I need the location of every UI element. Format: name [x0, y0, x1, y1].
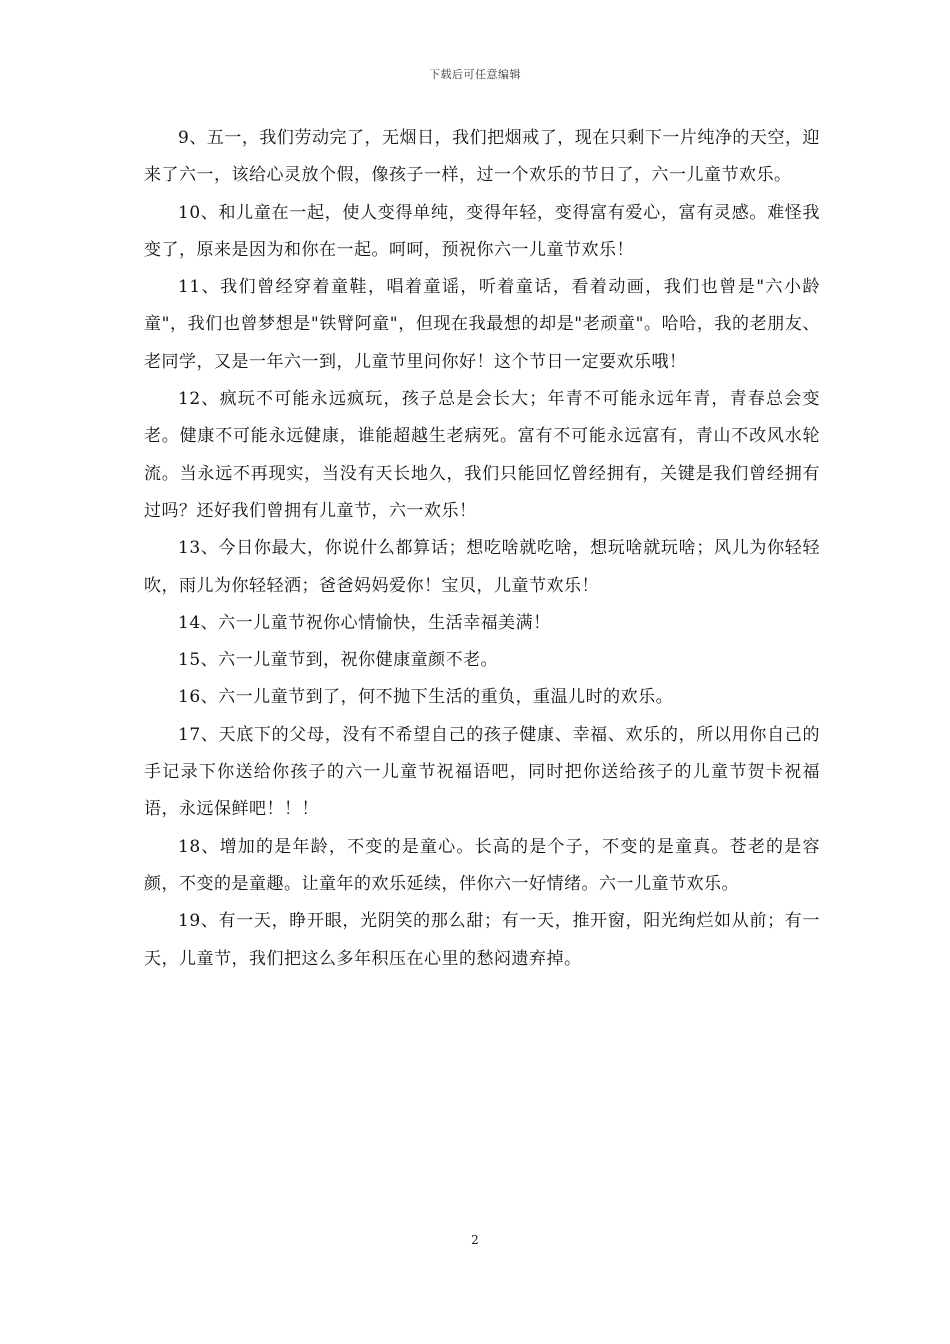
document-body — [144, 120, 820, 978]
paragraph-10: 10、和儿童在一起，使人变得单纯，变得年轻，变得富有爱心，富有灵感。难怪我变了，原来是因为和你在一起。呵呵，预祝你六一儿童节欢乐！ — [144, 202, 820, 260]
paragraph-9: 9、五一，我们劳动完了，无烟日，我们把烟戒了，现在只剩下一片纯净的天空，迎来了六一，该给心灵放个假，像孩子一样，过一个欢乐的节日了，六一儿童节欢乐。 — [144, 128, 820, 186]
paragraph-12: 12、疯玩不可能永远疯玩，孩子总是会长大；年青不可能永远年青，青春总会变老。健康不可能永远健康，谁能超越生老病死。富有不可能永远富有，青山不改风水轮流。当永远不再现实，当没有天长地久，我们只能回忆曾经拥有，关键是我们曾经拥有过吗？还好我们曾拥有儿童节，六一欢乐！ — [144, 389, 820, 521]
page-header: 下载后可任意编辑 — [429, 68, 521, 81]
paragraph-13: 13、今日你最大，你说什么都算话；想吃啥就吃啥，想玩啥就玩啥；风儿为你轻轻吹，雨儿为你轻轻洒；爸爸妈妈爱你！宝贝，儿童节欢乐！ — [144, 538, 820, 596]
paragraph-17: 17、天底下的父母，没有不希望自己的孩子健康、幸福、欢乐的，所以用你自己的手记录下你送给你孩子的六一儿童节祝福语吧，同时把你送给孩子的儿童节贺卡祝福语，永远保鲜吧！！！ — [144, 724, 820, 820]
paragraph-18: 18、增加的是年龄，不变的是童心。长高的是个子，不变的是童真。苍老的是容颜，不变的是童趣。让童年的欢乐延续，伴你六一好情绪。六一儿童节欢乐。 — [144, 836, 820, 894]
paragraph-11: 11、我们曾经穿着童鞋，唱着童谣，听着童话，看着动画，我们也曾是"六小龄童"，我们也曾梦想是"铁臂阿童"，但现在我最想的却是"老顽童"。哈哈，我的老朋友、老同学，又是一年六一到，儿童节里问你好！这个节日一定要欢乐哦！ — [144, 277, 820, 372]
paragraph-16: 16、六一儿童节到了，何不抛下生活的重负，重温儿时的欢乐。 — [178, 687, 674, 708]
paragraph-15: 15、六一儿童节到，祝你健康童颜不老。 — [178, 650, 499, 671]
page-number: 2 — [471, 1233, 479, 1247]
paragraph-19: 19、有一天，睁开眼，光阴笑的那么甜；有一天，推开窗，阳光绚烂如从前；有一天，儿童节，我们把这么多年积压在心里的愁闷遗弃掉。 — [144, 911, 820, 969]
paragraph-14: 14、六一儿童节祝你心情愉快，生活幸福美满！ — [178, 612, 551, 633]
